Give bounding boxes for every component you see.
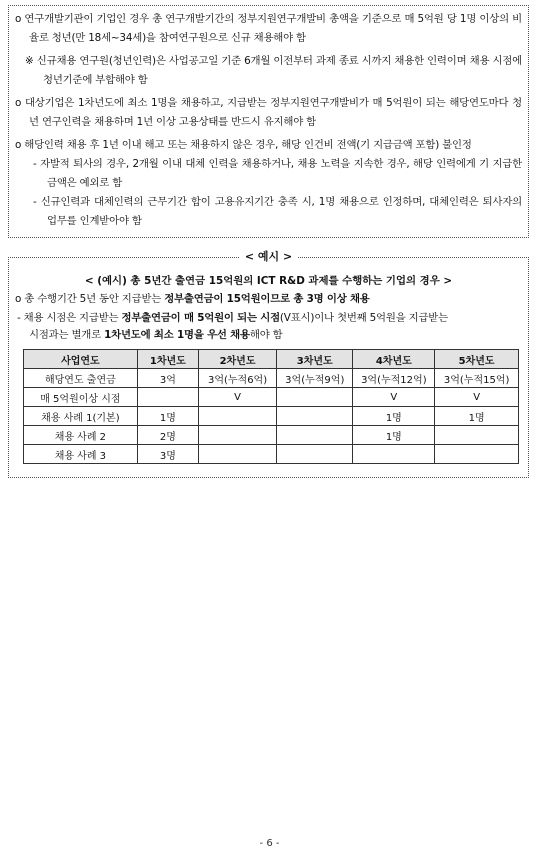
example-title: < 예시 > bbox=[9, 250, 528, 264]
table-row bbox=[24, 369, 519, 388]
page-number: - 6 - bbox=[259, 838, 280, 849]
example-line-1: o 총 수행기간 5년 동안 지급받는 정부출연금이 15억원이므로 총 3명 이상 채용 bbox=[15, 293, 370, 305]
paragraph-1: o 연구개발기관이 기업인 경우 총 연구개발기간의 정부지원연구개발비 총액을 기준으로 매 5억원 당 1명 이상의 비율로 청년(만 18세~34세)을 참여연구원으로 신규 채용해야 함 bbox=[15, 13, 522, 44]
table-cell: 2명 bbox=[137, 426, 198, 445]
table-cell: 3억(누적9억) bbox=[277, 369, 353, 388]
table-cell bbox=[277, 426, 353, 445]
header-cell: 1차년도 bbox=[137, 350, 198, 369]
requirements-box bbox=[8, 5, 529, 238]
table-cell: V bbox=[435, 388, 519, 407]
example-subtitle: < (예시) 총 5년간 출연금 15억원의 ICT R&D 과제를 수행하는 기업의 경우 > bbox=[84, 275, 453, 287]
note-paragraph: ※ 신규채용 연구원(청년인력)은 사업공고일 기준 6개월 이전부터 과제 종료 시까지 채용한 인력이며 채용 시점에 청년기준에 부합해야 함 bbox=[25, 55, 522, 86]
table-cell: 1명 bbox=[353, 426, 435, 445]
table-header-row bbox=[24, 350, 519, 369]
header-cell: 2차년도 bbox=[198, 350, 276, 369]
table-cell: 3억(누적15억) bbox=[435, 369, 519, 388]
hiring-table bbox=[23, 349, 519, 464]
table-cell: 해당연도 출연금 bbox=[24, 369, 138, 388]
table-cell: 3억 bbox=[137, 369, 198, 388]
table-row bbox=[24, 388, 519, 407]
table-row bbox=[24, 445, 519, 464]
table-row bbox=[24, 426, 519, 445]
table-cell: 3명 bbox=[137, 445, 198, 464]
table-cell: 3억(누적12억) bbox=[353, 369, 435, 388]
table-row bbox=[24, 407, 519, 426]
example-line-3: 시점과는 별개로 1차년도에 최소 1명을 우선 채용해야 함 bbox=[29, 329, 283, 341]
paragraph-3: o 해당인력 채용 후 1년 이내 해고 또는 채용하지 않은 경우, 해당 인건비 전액(기 지급금액 포함) 불인정 bbox=[15, 139, 472, 151]
table-cell bbox=[137, 388, 198, 407]
table-cell: 채용 사례 1(기본) bbox=[24, 407, 138, 426]
table-cell bbox=[198, 445, 276, 464]
table-cell bbox=[277, 445, 353, 464]
table-cell bbox=[435, 426, 519, 445]
table-cell bbox=[435, 445, 519, 464]
header-cell: 3차년도 bbox=[277, 350, 353, 369]
table-cell: 채용 사례 3 bbox=[24, 445, 138, 464]
table-cell: 1명 bbox=[435, 407, 519, 426]
table-cell: 3억(누적6억) bbox=[198, 369, 276, 388]
table-cell: V bbox=[353, 388, 435, 407]
table-cell: 매 5억원이상 시점 bbox=[24, 388, 138, 407]
dash-item-2: - 신규인력과 대체인력의 근무기간 합이 고용유지기간 충족 시, 1명 채용으로 인정하며, 대체인력은 퇴사자의 업무를 인계받아야 함 bbox=[33, 196, 522, 227]
example-box bbox=[8, 250, 529, 478]
table-cell: 채용 사례 2 bbox=[24, 426, 138, 445]
table-cell bbox=[198, 407, 276, 426]
dash-item-1: - 자발적 퇴사의 경우, 2개월 이내 대체 인력을 채용하거나, 채용 노력을 지속한 경우, 해당 인력에게 기 지급한 금액은 예외로 함 bbox=[33, 158, 522, 189]
header-cell: 5차년도 bbox=[435, 350, 519, 369]
table-cell bbox=[198, 426, 276, 445]
header-cell: 사업연도 bbox=[24, 350, 138, 369]
table-cell bbox=[353, 445, 435, 464]
table-cell bbox=[277, 407, 353, 426]
table-cell: 1명 bbox=[137, 407, 198, 426]
table-cell: 1명 bbox=[353, 407, 435, 426]
header-cell: 4차년도 bbox=[353, 350, 435, 369]
paragraph-2: o 대상기업은 1차년도에 최소 1명을 채용하고, 지급받는 정부지원연구개발비가 매 5억원이 되는 해당연도마다 청년 연구인력을 채용하며 1년 이상 고용상태를 반드시 유지해야 함 bbox=[15, 97, 522, 128]
table-cell: V bbox=[198, 388, 276, 407]
table-cell bbox=[277, 388, 353, 407]
example-line-2: - 채용 시점은 지급받는 정부출연금이 매 5억원이 되는 시점(V표시)이나 첫번째 5억원을 지급받는 bbox=[17, 312, 448, 324]
